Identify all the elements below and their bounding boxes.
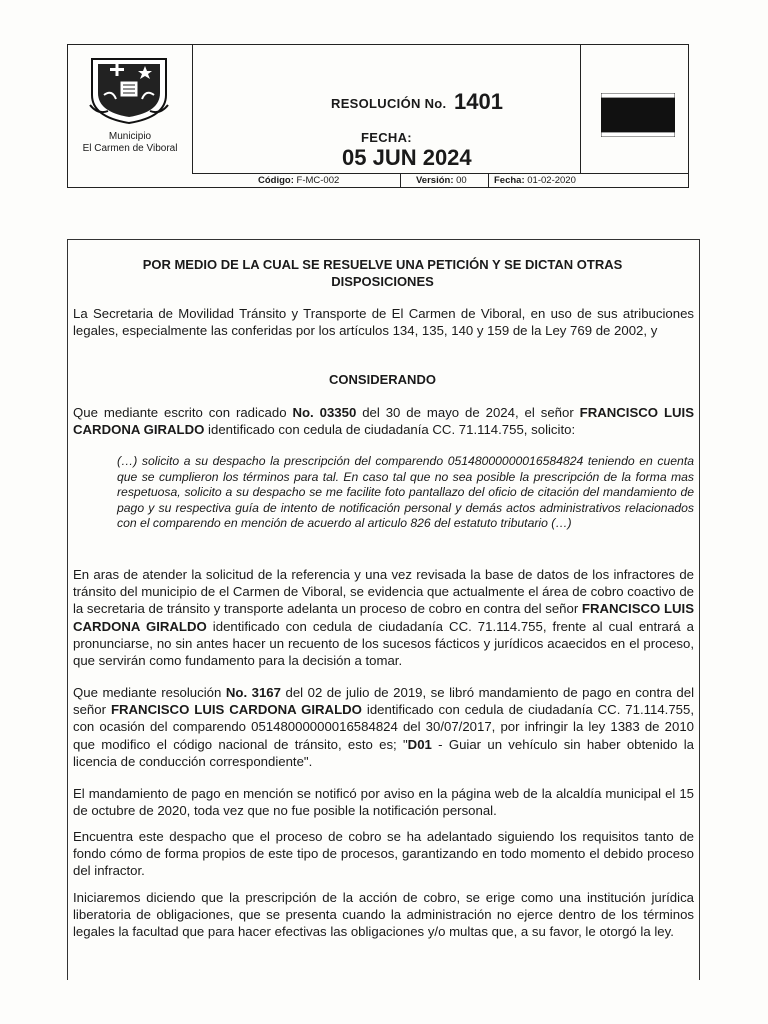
document-title-line1: POR MEDIO DE LA CUAL SE RESUELVE UNA PETICIÓN Y SE DICTAN OTRAS [142,257,623,272]
debtor-name: FRANCISCO LUIS CARDONA GIRALDO [110,702,362,718]
considerando-heading: CONSIDERANDO [329,372,436,387]
version-field [416,175,467,186]
coat-of-arms-icon [88,55,170,125]
fecha-doc-label: Fecha: [494,175,525,186]
municipal-flag-icon [601,93,675,137]
meta-divider [488,174,489,188]
petitioner-name: FRANCISCO LUIS CARDONA GIRALDO [73,405,695,438]
fecha-date: 05 JUN 2024 [342,145,472,170]
paragraph-notification: El mandamiento de pago en mención se notificó por aviso en la página web de la alcaldía municipal el 15 de octubre de 2020, toda vez que no fue posible la notificación personal. [73,786,694,819]
codigo-label: Código: [258,175,294,186]
flag-cell [580,45,689,173]
text-run: Que mediante escrito con radicado [73,405,293,420]
meta-divider [400,174,401,188]
debtor-name: FRANCISCO LUIS CARDONA GIRALDO [73,601,694,634]
quoted-request: (…) solicito a su despacho la prescripción del comparendo 05148000000016584824 teniendo en cuenta que se cumplieron los términos para tal. En caso tal que no sea posible la prescripción de la forma mas respetuosa, solicito a su despacho se me facilite foto pantallazo del oficio de citación del mandamiento de pago y su respectiva guía de intento de notificación personal y demás actos administrativos relacionados con el comparendo en mención de acuerdo al articulo 826 del estatuto tributario (…) [117,454,694,531]
document-meta-row [192,173,688,188]
text-run: identificado con cedula de ciudadanía CC. 71.114.755, con ocasión del comparendo 05148000000016584824 del 30/07/2017, por infringir la ley 1383 de 2010 que modifico el código nacional de tránsito, esto es; " [73,702,694,752]
paragraph-due-process: Encuentra este despacho que el proceso de cobro se ha adelantado siguiendo los requisitos tanto de fondo cómo de forma propios de este tipo de procesos, garantizando en todo momento el debido proceso del infractor. [73,829,694,879]
infraction-code: D01 [407,736,432,752]
document-header [67,44,689,188]
municipality-label: Municipio [108,131,152,142]
text-run: - Guiar un vehículo sin haber obtenido la licencia de conducción correspondiente". [73,736,694,769]
municipality-name: El Carmen de Viboral [82,143,178,154]
fecha-label: FECHA: [361,130,412,145]
text-run: En aras de atender la solicitud de la referencia y una vez revisada la base de datos de los infractores de tránsito del municipio de el Carmen de Viboral, se evidencia que actualmente el área de cobro coactivo de la secretaria de tránsito y transporte adelanta un proceso de cobro en contra del señor [73,567,694,617]
paragraph-resolution [73,684,694,770]
fecha-doc-field [494,175,576,186]
paragraph-request [73,404,694,438]
municipality-logo-cell [68,45,193,173]
fecha-doc-value: 01-02-2020 [527,175,576,186]
paragraph-prescription: Iniciaremos diciendo que la prescripción de la acción de cobro, se erige como una institución jurídica liberatoria de obligaciones, que se presenta cuando la administración no ejerce dentro de los términos legales la facultad que para hacer efectivas las obligaciones y/o multas que, a su favor, le otorgó la ley. [73,890,694,940]
version-value: 00 [456,175,467,186]
document-title-line2: DISPOSICIONES [331,274,434,289]
text-run: del 02 de julio de 2019, se libró mandamiento de pago en contra del señor [73,685,694,718]
codigo-field [258,175,339,186]
text-run: del 30 de mayo de 2024, el señor [356,405,580,420]
resolution-label: RESOLUCIÓN No. [331,96,447,111]
text-run: identificado con cedula de ciudadanía CC. 71.114.755, solicito: [204,422,576,438]
codigo-value: F-MC-002 [296,175,340,186]
text-run: identificado con cedula de ciudadanía CC. 71.114.755, frente al cual entrará a pronunciarse, no sin antes hacer un recuento de los sucesos fácticos y jurídicos acaecidos en el proceso, que servirán como fundamento para la decisión a tomar. [73,618,694,669]
resolution-reference: No. 3167 [225,685,281,700]
text-run: Que mediante resolución [73,685,226,700]
radicado-number: No. 03350 [292,405,357,420]
resolution-number: 1401 [454,89,503,114]
version-label: Versión: [416,175,454,186]
intro-paragraph: La Secretaria de Movilidad Tránsito y Transporte de El Carmen de Viboral, en uso de sus atribuciones legales, especialmente las conferidas por los artículos 134, 135, 140 y 159 de la Ley 769 de 2002, y [73,306,694,339]
paragraph-review [73,566,694,669]
